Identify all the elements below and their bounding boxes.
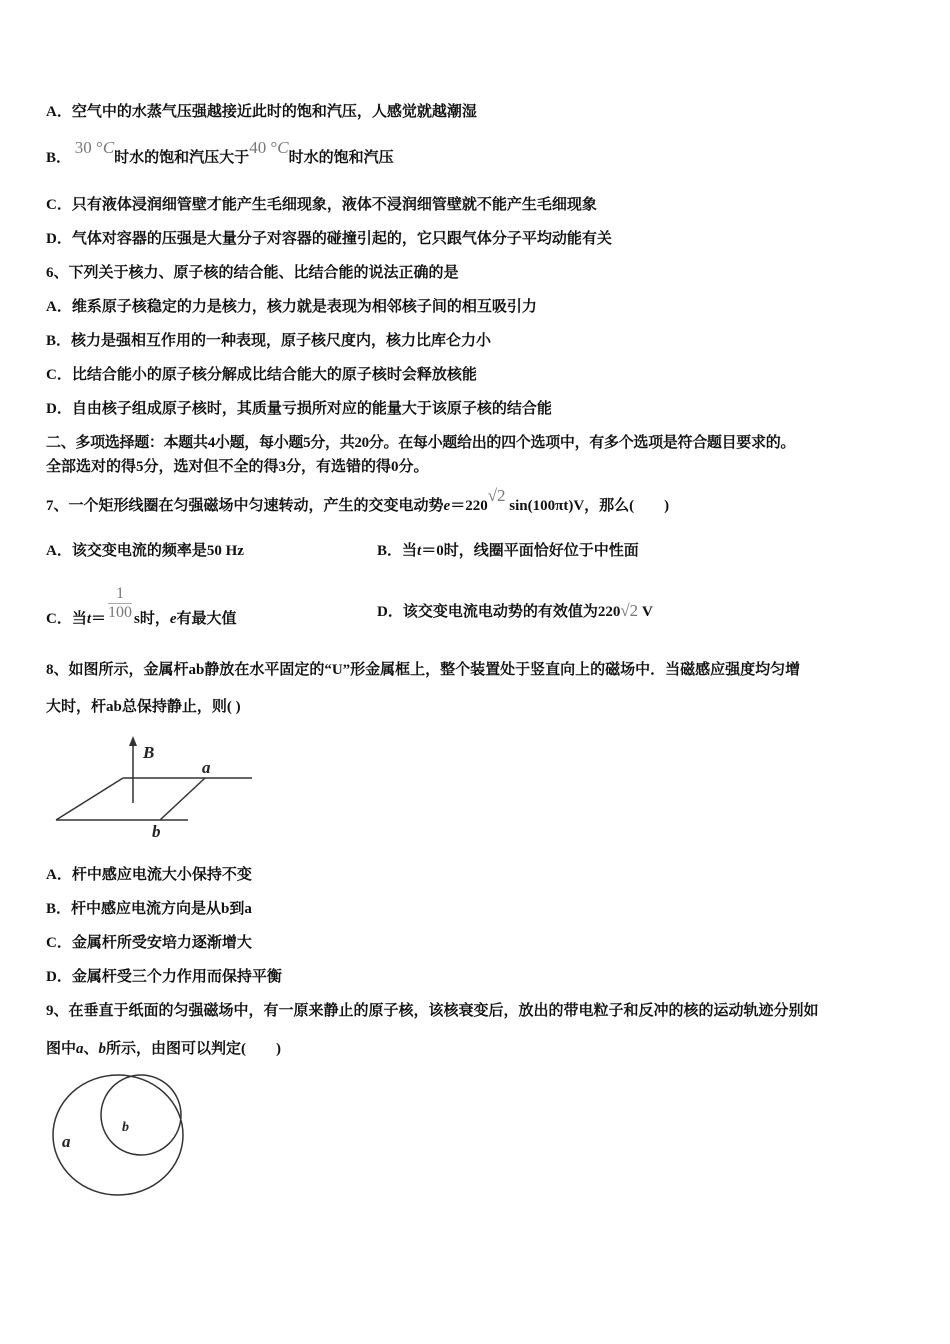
var-t: t — [417, 543, 422, 559]
q8-option-b: B．杆中感应电流方向是从b到a — [46, 901, 252, 917]
option-text: 时水的饱和汽压大于 — [114, 150, 250, 166]
option-text: ＝ — [91, 610, 107, 627]
q9-stem-line2 — [46, 1039, 281, 1059]
stem-text: sin(100πt)V，那么( ) — [509, 498, 670, 514]
option-text: 时水的饱和汽压 — [288, 150, 394, 166]
q5-option-a: A．空气中的水蒸气压强越接近此时的饱和汽压，人感觉就越潮湿 — [46, 104, 477, 120]
stem-text: 7、一个矩形线圈在匀强磁场中匀速转动，产生的交变电动势 — [46, 498, 444, 514]
section2-heading: 二、多项选择题：本题共4小题，每小题5分，共20分。在每小题给出的四个选项中，有多个选项是符合题目要求的。 — [46, 435, 796, 451]
label-B: B — [143, 743, 155, 762]
temp-40: 40 °C — [249, 138, 289, 157]
label-a: a — [62, 1132, 71, 1151]
option-text: C．当 — [46, 610, 87, 627]
option-text: ＝0时，线圈平面恰好位于中性面 — [421, 543, 639, 559]
stem-text: 所示，由图可以判定( ) — [106, 1041, 282, 1057]
option-text: D．该交变电流电动势的有效值为220 — [377, 604, 621, 620]
temp-value: 30 — [74, 138, 92, 157]
option-text: 有最大值 — [176, 610, 237, 627]
var-b: b — [98, 1041, 107, 1057]
temp-unit: C — [277, 138, 289, 157]
stem-text: 、 — [83, 1041, 99, 1057]
temp-unit: C — [102, 138, 115, 157]
option-text: V — [641, 604, 653, 620]
stem-text: ＝220 — [450, 498, 488, 514]
option-text: s时， — [134, 610, 170, 627]
q6-option-d: D．自由核子组成原子核时，其质量亏损所对应的能量大于该原子核的结合能 — [46, 401, 552, 417]
denominator: 100 — [108, 604, 133, 621]
var-a: a — [76, 1041, 84, 1057]
rail-left — [56, 778, 123, 820]
label-b: b — [122, 1120, 129, 1135]
q8-option-a: A．杆中感应电流大小保持不变 — [46, 867, 252, 883]
label-b: b — [152, 822, 161, 841]
track-a — [53, 1075, 183, 1195]
q6-option-b: B．核力是强相互作用的一种表现，原子核尺度内，核力比库仑力小 — [46, 333, 492, 349]
rod-ab — [160, 778, 205, 820]
q9-stem-line1: 9、在垂直于纸面的匀强磁场中，有一原来静止的原子核，该核衰变后，放出的带电粒子和反冲的核的运动轨迹分别如 — [46, 1003, 819, 1019]
q8-stem-line2: 大时，杆ab总保持静止，则( ) — [46, 699, 241, 715]
temp-30: 30 °C — [74, 138, 115, 157]
q6-stem: 6、下列关于核力、原子核的结合能、比结合能的说法正确的是 — [46, 265, 459, 281]
sqrt2: √2 — [620, 601, 639, 620]
var-e: e — [169, 610, 177, 627]
var-e: e — [443, 498, 451, 514]
stem-text: 图中 — [46, 1041, 77, 1057]
label-a: a — [202, 758, 211, 777]
q8-stem-line1: 8、如图所示，金属杆ab静放在水平固定的“U”形金属框上，整个装置处于竖直向上的磁场中．当磁感应强度均匀增 — [46, 662, 801, 678]
q7-option-a: A．该交变电流的频率是50 Hz — [46, 543, 244, 559]
q9-figure — [53, 1075, 183, 1195]
q6-option-c: C．比结合能小的原子核分解成比结合能大的原子核时会释放核能 — [46, 367, 477, 383]
q8-option-d: D．金属杆受三个力作用而保持平衡 — [46, 969, 282, 985]
track-b — [101, 1075, 181, 1155]
sqrt2: √2 — [487, 486, 506, 505]
var-t: t — [86, 610, 92, 627]
option-text: B．当 — [377, 543, 418, 559]
q5-option-d: D．气体对容器的压强是大量分子对容器的碰撞引起的，它只跟气体分子平均动能有关 — [46, 231, 612, 247]
section2-rules: 全部选对的得5分，选对但不全的得3分，有选错的得0分。 — [46, 459, 429, 475]
option-label: B． — [46, 150, 72, 166]
temp-value: 40 — [249, 138, 267, 157]
q5-option-c: C．只有液体浸润细管壁才能产生毛细现象，液体不浸润细管壁就不能产生毛细现象 — [46, 197, 597, 213]
arrow-head-icon — [129, 736, 137, 746]
q8-option-c: C．金属杆所受安培力逐渐增大 — [46, 935, 252, 951]
numerator: 1 — [116, 585, 125, 602]
q6-option-a: A．维系原子核稳定的力是核力，核力就是表现为相邻核子间的相互吸引力 — [46, 299, 537, 315]
